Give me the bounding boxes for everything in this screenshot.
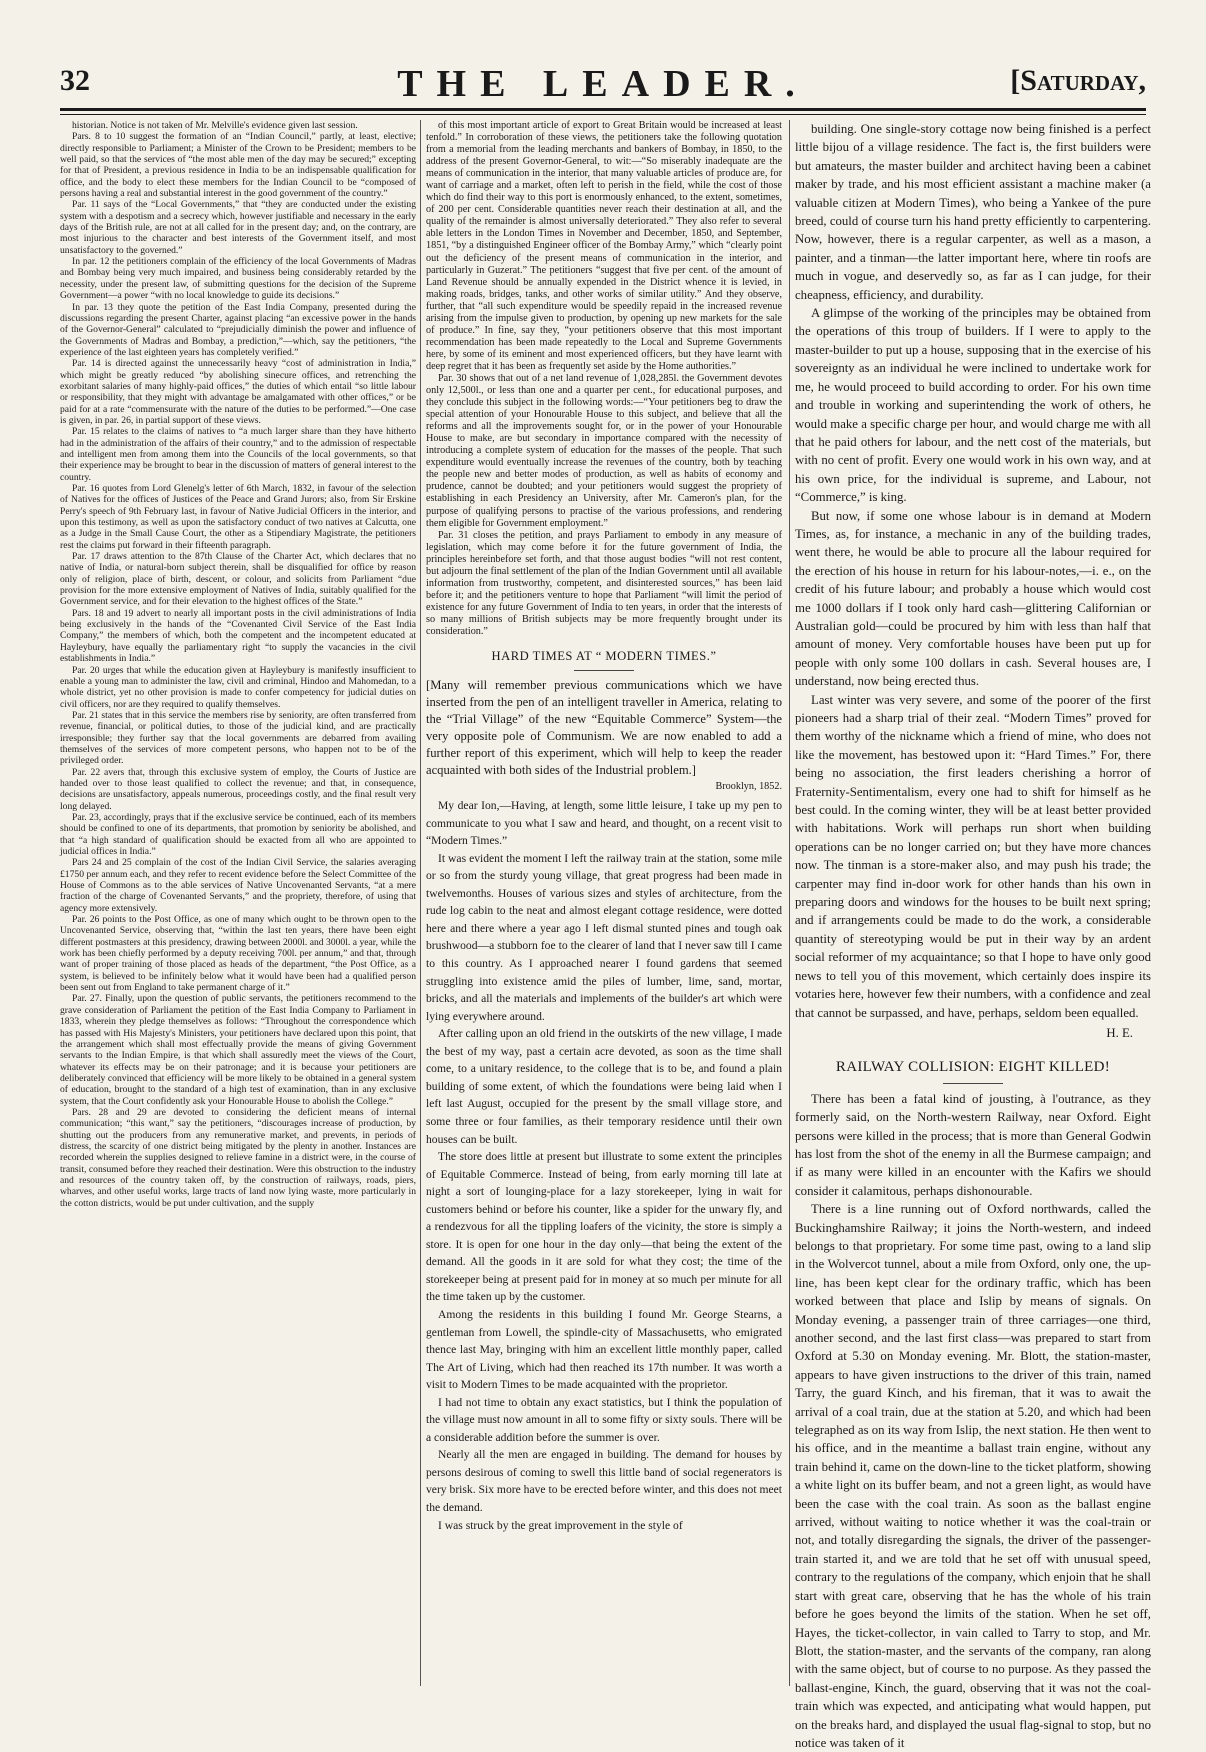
issue-day: [Saturday, (1010, 64, 1146, 97)
paragraph: There has been a fatal kind of jousting, à l'outrance, as they formerly said, on the North-western Railway, near Oxford. Eight persons were killed in the process; that is more than General Godwin has lost from the shot of the enemy in all the Burmese campaign; and if as many were killed in an encounter with the Kafirs we should consider it calamitous, perhaps dishonourable. (795, 1091, 1151, 1198)
masthead-rule-thin (60, 114, 1146, 115)
paragraph: Pars. 8 to 10 suggest the formation of an “Indian Council,” partly, at least, elective; directly responsible to Parliament; a Minister of the Crown to be President; members to be well paid, so that the services of “the most able men of the day may be secured;” excepting for that of President, a previous residence in India to be an indispensable qualification for office, and the body to elect these members for the Indian Council to be “composed of persons having a real and substantial interest in the good government of the country.” (60, 131, 416, 200)
paragraph: In par. 12 the petitioners complain of the efficiency of the local Governments of Madras and Bombay being very much impaired, and business being considerably retarded by the necessity, under the present law, of submitting questions for the decision of the Supreme Government—a power “with no local knowledge to guide its decisions.” (60, 256, 416, 302)
paragraph: Par. 23, accordingly, prays that if the exclusive service be continued, each of its members should be confined to one of its departments, that promotion by seniority be abolished, and that “a high standard of qualification should be exacted from all who are appointed to judicial offices in India.” (60, 811, 416, 857)
paragraph: A glimpse of the working of the principles may be obtained from the operations of this troup of builders. If I were to apply to the master-builder to put up a house, supposing that in the exercise of his sovereignty as an individual he were inclined to undertake work for me, he would proceed to build according to order. For his own time and trouble in working and superintending the work of others, he would make a specific charge per hour, and would charge me with all that he paid others for labour, and the nett cost of the materials, but with no cent of profit. Every one would work in his own way, and at his own price, for the individual is supreme, and Labour, not “Commerce,” is king. (795, 306, 1151, 505)
paragraph: Par. 30 shows that out of a net land revenue of 1,028,285l. the Government devotes only 12,500l., or less than one and a quarter per cent., for educational purposes, and they conclude this subject in the following words:—“Your petitioners beg to draw the special attention of your Honourable House to this subject, and believe that all the reforms and all the improvements sought for, or in the power of your Honourable House to make, are but secondary in importance compared with the necessity of introducing a complete system of education for the masses of the people. That such expenditure would eventually increase the revenues of the country, both by teaching the people new and better modes of production, as well as habits of economy and prudence, cannot be doubted; and your petitioners would suggest the propriety of establishing in each Presidency an University, after Mr. Cameron's plan, for the purpose of qualifying persons to practise of the various professions, and rendering them eligible for Government employment.” (426, 372, 782, 529)
paragraph: Par. 11 says of the “Local Governments,” that “they are conducted under the existing system with a despotism and a secrecy which, however justifiable and necessary in the early days of the British rule, are not at all called for in the present day; and, on the contrary, are most injurious to the character and best interests of the Government itself, and most unsatisfactory to the governed.” (60, 199, 416, 256)
paragraph: Par. 22 avers that, through this exclusive system of employ, the Courts of Justice are handed over to those least qualified to collect the revenue; and that, in consequence, decisions are unsatisfactory, appeals numerous, proceedings costly, and the final result very long delayed. (60, 766, 416, 812)
dateline: Brooklyn, 1852. (715, 781, 782, 793)
masthead-rule-thick (60, 108, 1146, 111)
paragraph: The store does little at present but illustrate to some extent the principles of Equitable Commerce. Instead of being, from early morning till late at night a sort of lounging-place for a lazy storekeeper, lying in wait for customers behind or before his counter, like a spider for the unwary fly, and a rendezvous for all the tippling loafers of the vicinity, the store is simply a store. It is open for one hour in the day only—that being the extent of the demand. All the goods in it are sold for what they cost; the time of the storekeeper being at present paid for in money at so much per minute for all the time taken up by the customer. (426, 1150, 782, 1304)
paragraph: But now, if some one whose labour is in demand at Modern Times, as, for instance, a mechanic in any of the building trades, went there, he would be able to procure all the labour required for the erection of his house in return for his labour-notes,—i. e., on the credit of his future labour; and probably a house which would cost me 1000 dollars if I took only hard cash—glittering Californian or Australian gold—could be procured by him with less than half that amount of money. Very comfortable houses have been put up for people with only some 100 dollars in cash. Several houses are, I understand, now being erected thus. (795, 508, 1151, 689)
paragraph: Par. 20 urges that while the education given at Hayleybury is manifestly insufficient to enable a young man to administer the law, civil and criminal, Hindoo and Mahomedan, to a whole district, yet no other provision is made to confer competency for judicial duties on civil officers, nor are they required to qualify themselves. (60, 664, 416, 710)
paragraph: Par. 21 states that in this service the members rise by seniority, are often transferred from revenue, financial, or political duties, to those of the judicial kind, and are practically irresponsible; they further say that the local governments are debarred from availing themselves of the services of more competent persons, who happen not to be of the privileged order. (60, 709, 416, 767)
article-intro: [Many will remember previous communications which we have inserted from the pen of an intelligent traveller in America, relating to the “Trial Village” of the new “Equitable Commerce” System—the very opposite pole of Communism. We are now enabled to add a further report of this experiment, which will help to keep the reader acquainted with both sides of the Industrial problem.] (426, 678, 782, 778)
paragraph: Par. 16 quotes from Lord Glenelg's letter of 6th March, 1832, in favour of the selection of Natives for the offices of Justices of the Peace and Grand Jurors; also, from Sir Erskine Perry's speech of 9th February last, in favour of Native Judicial Officers in the interior, and upon this testimony, as well as upon the satisfactory conduct of two natives at Calcutta, one as a Judge in the Small Cause Court, the other as a Stipendiary Magistrate, the petitioners rest the claims put forward in their fifteenth paragraph. (60, 483, 416, 551)
masthead (60, 62, 1146, 106)
author-signature: H. E. (1106, 1025, 1133, 1040)
paragraph: of this most important article of export to Great Britain would be increased at least tenfold.” In corroboration of these views, the petitioners take the following quotation from a memorial from the leading merchants and bankers of Bombay, in 1850, to the address of the present Governor-General, to wit:—“So miserably inadequate are the means of communication in the interior, that many valuable articles of produce are, for want of carriage and a market, often left to perish in the field, while the cost of those which do find their way to this port is enormously enhanced, to the extent, sometimes, of 200 per cent. Considerable quantities never reach their destination at all, and the quality of the remainder is almost universally deteriorated.” They also refer to several able letters in the London Times in November and December, 1850, and September, 1851, “by a distinguished Engineer officer of the Bombay Army,” which “clearly point out the deficiency of the present means of communication in the interior, and particularly in Guzerat.” The petitioners “suggest that five per cent. of the amount of Land Revenue should be annually expended in the District whence it is levied, in making roads, bridges, tanks, and other works of similar utility.” And they observe, further, that “all such expenditure would be speedily repaid in the increased revenue arising from the impulse given to production, by opening up new markets for the sale of produce.” In fine, say they, “your petitioners observe that this most important recommendation has been made repeatedly to the Local and Supreme Governments here, by some of its eminent and most experienced officers, but they have learnt with deep regret that it has been as frequently set aside by the Home authorities.” (426, 120, 782, 372)
article-body (426, 797, 782, 1534)
column-divider (420, 120, 421, 1686)
paragraph: In par. 13 they quote the petition of the East India Company, presented during the discussions regarding the present Charter, against placing “an excessive power in the hands of the Governor-General” calculated to “prejudicially diminish the power and influence of the Governments of Madras and Bombay, a prediction,”—which, say the petitioners, “the experience of the last eighteen years has completely verified.” (60, 301, 416, 358)
column-divider (789, 120, 790, 1686)
column-1 (60, 120, 416, 1692)
paragraph: Par. 31 closes the petition, and prays Parliament to embody in any measure of legislation, which may come before it for the future government of India, the principles hereinbefore set forth, and that those august bodies “will not rest content, but adjourn the final settlement of the plan of the Indian Government until all available information from trustworthy, competent, and disinterested sources,” has been laid before it; and the petitioners venture to hope that Parliament “will limit the period of existence for any future Government of India to ten years, in order that the interests of so many millions of British subjects may be more frequently brought under its consideration.” (426, 529, 782, 637)
paragraph: Par. 17 draws attention to the 87th Clause of the Charter Act, which declares that no native of India, or natural-born subject therein, shall be disqualified for office by reason only of religion, place of birth, descent, or colour, and solicits from Parliament “due provision for the more extensive employment of Natives of India, suitably qualified for the Government service, and for their elevation to the highest offices of the State.” (60, 551, 416, 608)
paragraph: Among the residents in this building I found Mr. George Stearns, a gentleman from Lowell, the spindle-city of Massachusetts, who emigrated thence last May, bringing with him an excellent little monthly paper, called The Art of Living, which had then reached its 17th number. It was worth a visit to Modern Times to be made acquainted with the proprietor. (426, 1307, 782, 1392)
paragraph: I was struck by the great improvement in the style of (438, 1518, 683, 1532)
paragraph: There is a line running out of Oxford northwards, called the Buckinghamshire Railway; it joins the North-western, and indeed belongs to that proprietary. For some time past, owing to a land slip in the Wolvercot tunnel, about a mile from Oxford, only one, the up-line, has been kept clear for the ordinary traffic, which has been worked between that place and Islip by means of signals. On Monday evening, a passenger train of three carriages—one third, another second, and the last first class—was prepared to start from Oxford at 5.30 on Monday evening. Mr. Blott, the station-master, appears to have given instructions to the driver of this train, named Tarry, the guard Kinch, and his fireman, that it was to await the arrival of a coal train, due at the station at 5.20, and which had been telegraphed as on its way from Islip, the next station. He then went to his office, and in the meantime a ballast train engine, without any train behind it, came on the down-line to the ticket platform, showing a white light on its buffer beam, and not a green light, as would have been the case with the coal train. As soon as the ballast engine arrived, without waiting to notice whether it was the coal-train or not, and totally disregarding the signals, the driver of the passenger-train started it, and we are told that he set off with unusual speed, contrary to the regulations of the company, which enjoin that he shall start with great care, observing that he has the whole of his train before he goes beyond the limits of the station. When he set off, Hayes, the ticket-collector, in vain called to Tarry to stop, and Mr. Blott, the station-master, and the servants of the company, ran along with the same object, but of course to no purpose. As they passed the ballast-engine, Kinch, the guard, observing that it was not the coal-train which was expected, and anticipating what would happen, put on the breaks hard, and displayed the usual flag-signal to stop, but no notice was taken of it (795, 1202, 1151, 1750)
paragraph: Par. 14 is directed against the unnecessarily heavy “cost of administration in India,” which might be greatly reduced “by abolishing sinecure offices, and retrenching the exorbitant salaries of many highly-paid offices,” the duties of which entail “so little labour or responsibility, that they might with advantage be amalgamated with other offices,” or be paid for at a rate “commensurate with the nature of the duties to be performed.”—One case is given, in par. 26, in partial support of these views. (60, 358, 416, 426)
paragraph: Pars 24 and 25 complain of the cost of the Indian Civil Service, the salaries averaging £1750 per annum each, and they refer to recent evidence before the Select Committee of the House of Commons as to the able services of Native Uncovenanted Servants, “at a mere fraction of the charge of Covenanted Servants,” and the propriety, therefore, of using that agency more extensively. (60, 857, 416, 914)
paragraph: Pars. 18 and 19 advert to nearly all important posts in the civil administrations of India being exclusively in the hands of the “Covenanted Civil Service of the East India Company,” the members of which, both the competent and the incompetent educated at Hayleybury, have equally the parliamentary right “to supply the vacancies in the civil establishments in India.” (60, 607, 416, 665)
paragraph: Pars. 28 and 29 are devoted to considering the deficient means of internal communication; “this want,” say the petitioners, “discourages increase of production, by shutting out the producers from any remunerative market, and prevents, in periods of distress, the scarcity of one district being mitigated by the plenty in another. Instances are recorded wherein the supplies designed to relieve famine in a district were, in the course of transit, consumed before they reached their destination. Were this obstruction to the industry and resources of the country taken off, by the construction of railways, roads, piers, wharves, and other useful works, large tracts of land now lying waste, more particularly in the cotton districts, would be put under cultivation, and the supply (60, 1106, 416, 1209)
paragraph: Nearly all the men are engaged in building. The demand for houses by persons desirous of coming to swell this little band of social regenerators is very brisk. Six more have to be erected before winter, and this does not meet the demand. (426, 1448, 782, 1514)
paragraph: After calling upon an old friend in the outskirts of the new village, I made the best of my way, past a certain acre devoted, as soon as the time shall come, to a unitary residence, to the college that is to be, and found a plain building of some extent, of which the foundations were being laid when I left last August, occupied for the present by the small village store, and some three or four families, as their temporary residence until their own houses can be built. (426, 1027, 782, 1146)
newspaper-title: THE LEADER. (397, 63, 809, 105)
article-heading: RAILWAY COLLISION: EIGHT KILLED! (835, 1059, 1111, 1076)
paragraph: historian. Notice is not taken of Mr. Melville's evidence given last session. (72, 120, 358, 131)
paragraph: Last winter was very severe, and some of the poorer of the first pioneers had a sharp trial of their zeal. “Modern Times” proved for them worthy of the nickname which a friend of mine, who does not like the movement, has bestowed upon it: “Hard Times.” For, there being no association, the first leaders cherishing a horror of Fraternity-Sentimentalism, every one had to shift for himself as he best could. In the coming winter, they will be at least better provided with habitations. Work will perhaps run short when building operations can be no longer carried on; but they have more chances now. The tinman is a store-maker also, and may push his trade; the carpenter may find in-door work for other hands than his own in preparing doors and windows for the houses to be built next spring; and if arrangements could be made to do the work, a considerable quantity of stereotyping would be put in their way by an ardent social reformer of my acquaintance; so that I hope to have only good news to tell you of this movement, which certainly does inspire its votaries here, however few their numbers, with a confidence and zeal that cannot be surpassed, and have, perhaps, seldom been equalled. (795, 692, 1151, 1020)
heading-rule (574, 670, 634, 671)
page-number: 32 (60, 64, 90, 97)
article-heading: HARD TIMES AT “ MODERN TIMES.” (491, 649, 717, 664)
paragraph: It was evident the moment I left the railway train at the station, some mile or so from the sturdy young village, that great progress had been made in twelvemonths. Houses of various sizes and styles of architecture, from the rude log cabin to the neat and almost elegant cottage residence, were dotted here and there where a year ago I left dismal stunted pines and tough oak brushwood—a stubborn foe to the clearer of land that I never saw till I came to this country. As I approached nearer I found gardens that seemed struggling into existence amid the piles of lumber, lime, sand, mortar, bricks, and all the materials and implements of the builder's art which were lying everywhere around. (426, 851, 782, 1023)
paragraph: I had not time to obtain any exact statistics, but I think the population of the village must now amount in all to some fifty or sixty souls. There will be a considerable addition before the summer is over. (426, 1395, 782, 1444)
paragraph: building. One single-story cottage now being finished is a perfect little bijou of a village residence. The fact is, the first builders were but amateurs, the master builder and architect having been a cabinet maker by trade, and his most efficient assistant a machine maker (a valuable citizen at Modern Times), who being a Yankee of the pure breed, could of course turn his hand pretty efficiently to carpentering. Now, however, there is a regular carpenter, as well as a mason, a painter, and a tinman—the latter important here, where tin roofs are much in vogue, and deservedly so, as far as I can judge, for their cheapness, efficiency, and durability. (795, 122, 1151, 302)
paragraph: Par. 26 points to the Post Office, as one of many which ought to be thrown open to the Uncovenanted Service, observing that, “within the last ten years, there have been eight different postmasters at this presidency, drawing between 2000l. and 3000l. a year, while the work has been chiefly performed by a deputy receiving 700l. per annum,” and that, through want of proper training of those placed as heads of the department, “the Post Office, as a system, is believed to be infinitely below what it would have been had a qualified person been sent out from England to take permanent charge of it.” (60, 914, 416, 994)
paragraph: My dear Ion,—Having, at length, some little leisure, I take up my pen to communicate to you what I saw and heard, and thought, on a recent visit to “Modern Times.” (426, 799, 782, 848)
column-3 (795, 120, 1151, 1750)
column-2 (426, 120, 782, 1692)
heading-rule (943, 1083, 1003, 1084)
paragraph: Par. 15 relates to the claims of natives to “a much larger share than they have hitherto had in the administration of the affairs of their country,” and to the admission of respectable and intelligent men from among them into the Councils of the local governments, so that their experience may be brought to bear in the discussion of matters of general interest to the country. (60, 426, 416, 483)
paragraph: Par. 27. Finally, upon the question of public servants, the petitioners recommend to the grave consideration of Parliament the petition of the East India Company to Parliament in 1833, wherein they pledge themselves as follows: “Throughout the correspondence which has passed with His Majesty's Ministers, your petitioners have declared upon this point, that the arrangement which shall most effectually provide the means of giving Government servants to the Indian Empire, is that which shall assuredly meet the views of the Court, whatever its effects may be on their patronage; and it is because your petitioners are deliberately convinced that efficiency will be more likely to be obtained in a general system of education, brought to the standard of a high test of examination, than in any exclusive system, that the Court confidently ask your Honourable House to abolish the College.” (60, 993, 416, 1107)
